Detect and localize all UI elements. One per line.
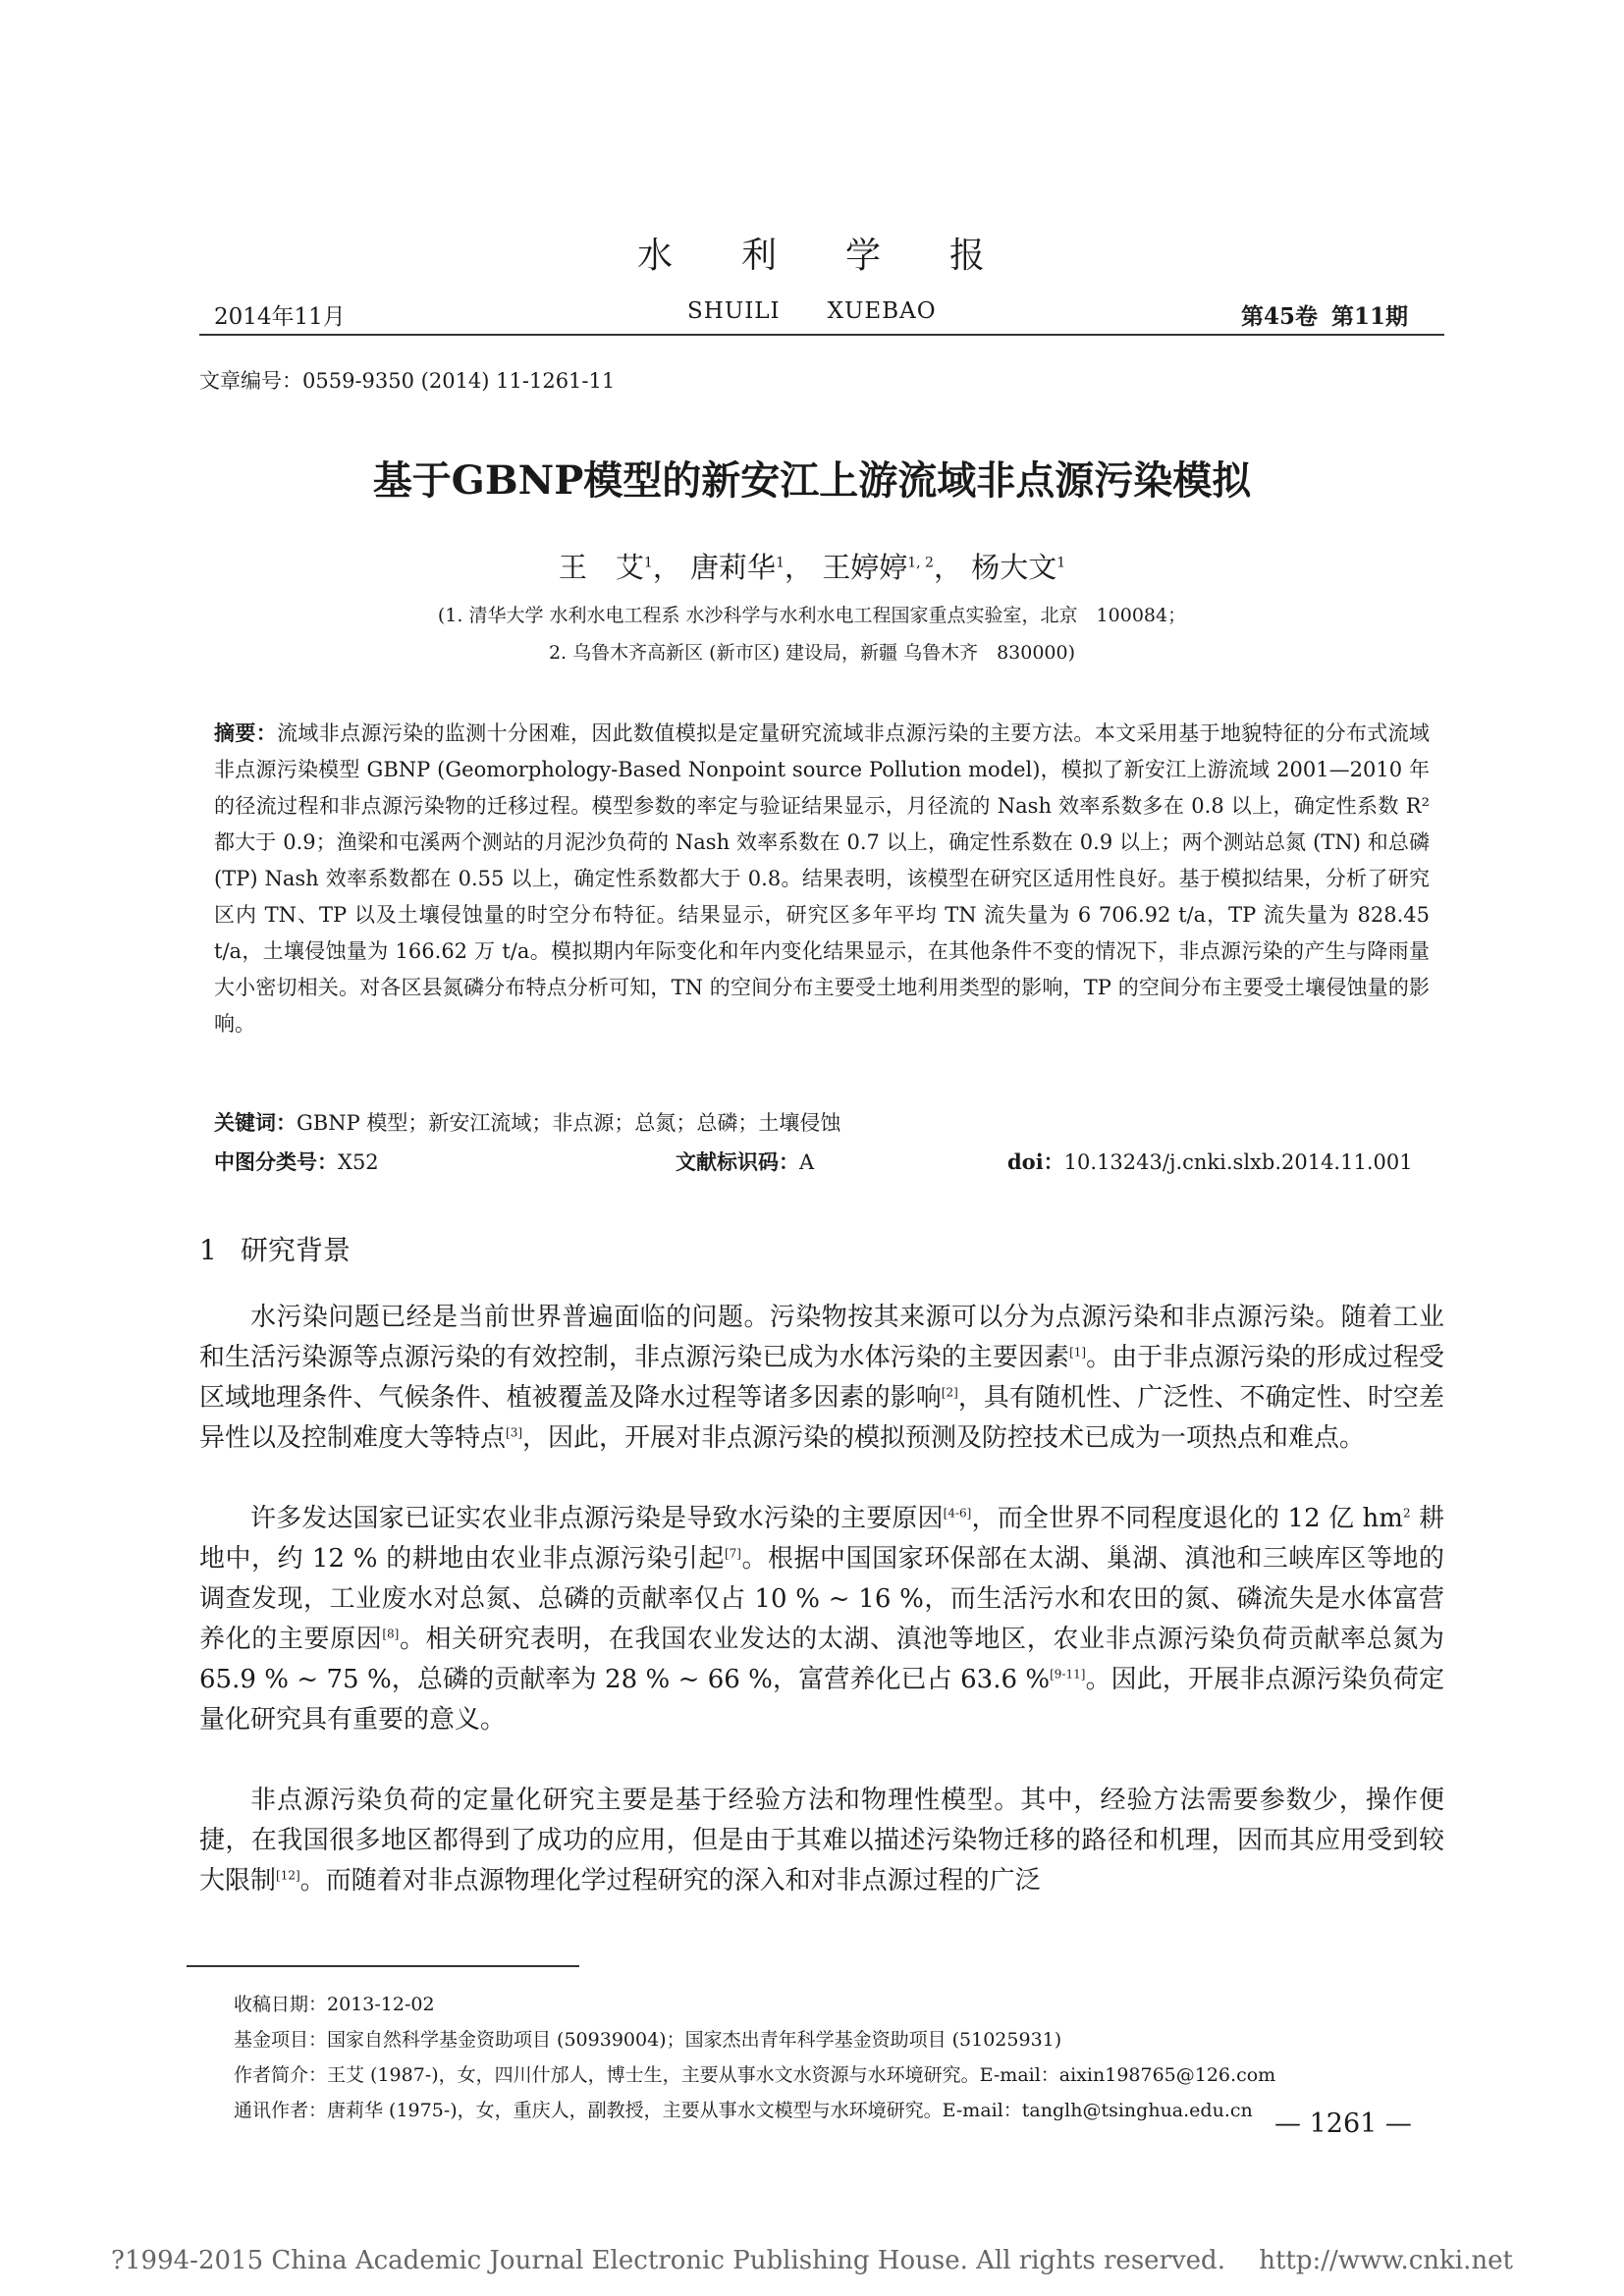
section-heading <box>199 1229 374 1268</box>
footnote-funding <box>234 2022 1275 2057</box>
author-affiliation-mark: 1 <box>643 555 653 571</box>
journal-char: 学 <box>845 236 884 276</box>
citation-ref[interactable]: [4-6] <box>943 1506 972 1521</box>
abstract-label: 摘要： <box>214 721 278 745</box>
text-run: 水污染问题已经是当前世界普遍面临的问题。污染物按其来源可以分为点源污染和非点源污染。随着工业和生活污染源等点源污染的有效控制，非点源污染已成为水体污染的主要因素 <box>199 1303 1444 1372</box>
issue-date: 2014年11月 <box>214 304 346 330</box>
author-separator: ， <box>652 551 681 584</box>
author-name: 杨大文 <box>971 551 1057 584</box>
text-run: 许多发达国家已证实农业非点源污染是导致水污染的主要原因 <box>250 1504 944 1533</box>
citation-ref[interactable]: [3] <box>506 1425 523 1440</box>
text-run: 。而随着对非点源物理化学过程研究的深入和对非点源过程的广泛 <box>299 1866 1041 1896</box>
section-number: 1 <box>199 1234 217 1266</box>
unit-superscript: 2 <box>1402 1506 1411 1521</box>
footnote-text: 国家自然科学基金资助项目 (50939004)；国家杰出青年科学基金资助项目 (51025931) <box>327 2029 1062 2051</box>
text-run: 非点源污染负荷的定量化研究主要是基于经验方法和物理性模型。其中，经验方法需要参数少，操作便捷，在我国很多地区都得到了成功的应用，但是由于其难以描述污染物迁移的路径和机理，因而其应用受到较大限制 <box>199 1786 1444 1896</box>
body-paragraph-2 <box>199 1499 1444 1740</box>
article-number: 文章编号：0559-9350 (2014) 11-1261-11 <box>199 369 616 393</box>
clc-label: 中图分类号： <box>214 1149 338 1174</box>
footnote-text: 2013-12-02 <box>327 1994 435 2015</box>
author-list <box>0 546 1624 586</box>
doi <box>1007 1147 1413 1176</box>
keywords <box>214 1107 840 1137</box>
text-run: 。相关研究表明，在我国农业发达的太湖、滇池等地区，农业非点源污染负荷贡献率总氮为 65.9 % ~ 75 %，总磷的贡献率为 28 % ~ 66 %，富营养化已占 63.6 % <box>199 1625 1444 1694</box>
abstract <box>214 715 1430 1042</box>
document-code <box>676 1147 814 1176</box>
author-affiliation-mark: 1 <box>1056 555 1066 571</box>
footnote-label: 作者简介： <box>234 2064 328 2086</box>
text-run: 。根据中国国家环保部在太湖、巢湖、滇池和三峡库区等地的调查发现，工业废水对总氮、总磷的贡献率仅占 10 % ~ 16 %，而生活污水和农田的氮、磷流失是水体富营养化的主要原因 <box>199 1544 1444 1654</box>
text-run: 。因此，开展非点源污染负荷定量化研究具有重要的意义。 <box>199 1665 1444 1735</box>
author-name: 王婷婷 <box>822 551 908 584</box>
abstract-text: 流域非点源污染的监测十分困难，因此数值模拟是定量研究流域非点源污染的主要方法。本文采用基于地貌特征的分布式流域非点源污染模型 GBNP (Geomorphology-Based Nonpoint source Pollution model)，模拟了新安江上游流域 2001—2010 年的径流过程和非点源污染物的迁移过程。模型参数的率定与验证结果显示，月径流的 Nash 效率系数多在 0.8 以上，确定性系数 R² 都大于 0.9；渔梁和屯溪两个测站的月泥沙负荷的 Nash 效率系数在 0.7 以上，确定性系数在 0.9 以上；两个测站总氮 (TN) 和总磷 (TP) Nash 效率系数都在 0.55 以上，确定性系数都大于 0.8。结果表明，该模型在研究区适用性良好。基于模拟结果，分析了研究区内 TN、TP 以及土壤侵蚀量的时空分布特征。结果显示，研究区多年平均 TN 流失量为 6 706.92 t/a，TP 流失量为 828.45 t/a，土壤侵蚀量为 166.62 万 t/a。模拟期内年际变化和年内变化结果显示，在其他条件不变的情况下，非点源污染的产生与降雨量大小密切相关。对各区县氮磷分布特点分析可知，TN 的空间分布主要受土地利用类型的影响，TP 的空间分布主要受土壤侵蚀量的影响。 <box>214 721 1431 1036</box>
issue: 第11期 <box>1331 303 1409 330</box>
citation-ref[interactable]: [9-11] <box>1050 1667 1086 1682</box>
pinyin-word: XUEBAO <box>827 298 937 324</box>
author-affiliation-mark: 1 <box>776 555 785 571</box>
keywords-text: GBNP 模型；新安江流域；非点源；总氮；总磷；土壤侵蚀 <box>297 1111 841 1135</box>
affiliation-line: (1. 清华大学 水利水电工程系 水沙科学与水利水电工程国家重点实验室，北京 100084； <box>437 605 1187 626</box>
body-paragraph-3 <box>199 1781 1444 1901</box>
footnote-received <box>234 1987 1275 2022</box>
citation-ref[interactable]: [12] <box>276 1868 300 1883</box>
doi-label: doi： <box>1007 1149 1064 1174</box>
journal-pinyin <box>687 298 984 324</box>
footnote-label: 通讯作者： <box>234 2100 328 2121</box>
keywords-label: 关键词： <box>214 1110 297 1135</box>
footnote-corresponding-author <box>234 2093 1275 2128</box>
volume: 第45卷 <box>1241 303 1319 330</box>
paragraph <box>199 1781 1444 1901</box>
footnote-label: 基金项目： <box>234 2029 328 2051</box>
copyright-watermark: ?1994-2015 China Academic Journal Electronic Publishing House. All rights reserved. http://www.cnki.net <box>111 2246 1513 2275</box>
author-name: 唐莉华 <box>690 551 777 584</box>
journal-title <box>0 228 1624 278</box>
text-run: ，具有随机性、广泛性、不确定性、时空差异性以及控制难度大等特点 <box>199 1383 1444 1453</box>
journal-char: 利 <box>740 236 779 276</box>
section-title: 研究背景 <box>240 1234 351 1266</box>
journal-char: 水 <box>636 236 675 276</box>
footnote-label: 收稿日期： <box>234 1994 328 2015</box>
paragraph <box>199 1499 1444 1740</box>
doc-code-label: 文献标识码： <box>676 1149 799 1174</box>
pinyin-word: SHUILI <box>687 298 781 324</box>
citation-ref[interactable]: [7] <box>724 1546 741 1561</box>
footnote-text: 王艾 (1987-)，女，四川什邡人，博士生，主要从事水文水资源与水环境研究。E-mail：aixin198765@126.com <box>327 2064 1276 2086</box>
citation-ref[interactable]: [2] <box>941 1385 958 1400</box>
affiliation-line: 2. 乌鲁木齐高新区 (新市区) 建设局，新疆 乌鲁木齐 830000) <box>548 642 1076 664</box>
citation-ref[interactable]: [1] <box>1069 1345 1087 1360</box>
page-number: — 1261 — <box>1274 2109 1412 2139</box>
footnotes <box>234 1987 1275 2128</box>
paragraph <box>199 1298 1444 1459</box>
text-run: ，因此，开展对非点源污染的模拟预测及防控技术已成为一项热点和难点。 <box>522 1423 1366 1453</box>
doi-link[interactable]: 10.13243/j.cnki.slxb.2014.11.001 <box>1063 1150 1413 1174</box>
text-run: 。由于非点源污染的形成过程受区域地理条件、气候条件、植被覆盖及降水过程等诸多因素的影响 <box>199 1343 1444 1413</box>
clc-number <box>214 1147 379 1176</box>
body-paragraph-1 <box>199 1298 1444 1459</box>
footnote-author-bio <box>234 2057 1275 2093</box>
author-affiliation-mark: 1, 2 <box>907 555 934 571</box>
volume-issue <box>1241 298 1408 331</box>
paper-title: 基于GBNP模型的新安江上游流域非点源污染模拟 <box>372 457 1252 504</box>
author-separator: ， <box>784 551 813 584</box>
footnote-text: 唐莉华 (1975-)，女，重庆人，副教授，主要从事水文模型与水环境研究。E-mail：tanglh@tsinghua.edu.cn <box>327 2100 1253 2121</box>
text-run: ，而全世界不同程度退化的 12 亿 hm <box>971 1504 1403 1533</box>
header-divider <box>199 334 1444 336</box>
footnote-divider <box>187 1965 579 1967</box>
text-run: 耕地中，约 12 % 的耕地由农业非点源污染引起 <box>199 1504 1444 1574</box>
clc-value: X52 <box>338 1150 379 1174</box>
doc-code-value: A <box>799 1150 815 1174</box>
author-separator: ， <box>933 551 962 584</box>
author-name: 王 艾 <box>558 551 644 584</box>
journal-char: 报 <box>949 236 988 276</box>
citation-ref[interactable]: [8] <box>382 1627 400 1641</box>
